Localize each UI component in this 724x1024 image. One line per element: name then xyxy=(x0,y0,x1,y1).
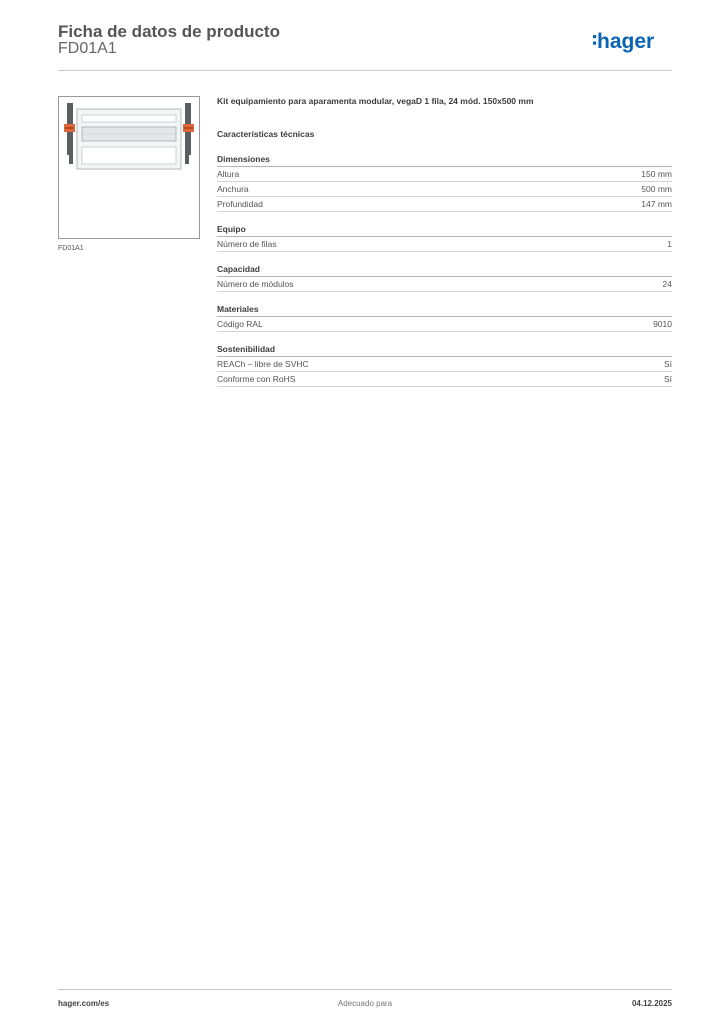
spec-group-title: Materiales xyxy=(217,303,672,317)
svg-text:hager: hager xyxy=(597,30,655,53)
product-image-caption: FD01A1 xyxy=(58,245,84,252)
footer-date: 04.12.2025 xyxy=(631,999,672,1008)
spec-group-title: Equipo xyxy=(217,223,672,237)
spec-row xyxy=(217,357,672,372)
spec-group-title: Dimensiones xyxy=(217,153,672,167)
footer-website-link[interactable]: hager.com/es xyxy=(58,999,110,1008)
spec-label: Profundidad xyxy=(217,199,263,209)
spec-group-capacity xyxy=(217,263,672,292)
spec-value: 9010 xyxy=(653,319,672,329)
product-photo-illustration xyxy=(59,97,199,238)
spec-value: 1 xyxy=(667,239,672,249)
spec-group-title: Capacidad xyxy=(217,263,672,277)
product-details xyxy=(217,96,672,387)
spec-label: Código RAL xyxy=(217,319,263,329)
specs-section-title: Características técnicas xyxy=(217,129,315,139)
spec-group-equipment xyxy=(217,223,672,252)
product-name: Kit equipamiento para aparamenta modular, vegaD 1 fila, 24 mód. 150x500 mm xyxy=(217,96,534,106)
hager-logo xyxy=(592,27,672,57)
spec-value: 24 xyxy=(662,279,672,289)
spec-group-dimensions xyxy=(217,153,672,212)
spec-group-materials xyxy=(217,303,672,332)
spec-row xyxy=(217,277,672,292)
spec-group-title: Sostenibilidad xyxy=(217,343,672,357)
spec-value: Sí xyxy=(663,359,672,369)
spec-label: Altura xyxy=(217,169,240,179)
spec-row xyxy=(217,167,672,182)
product-image xyxy=(58,96,200,239)
page-footer xyxy=(58,989,672,1014)
product-reference: FD01A1 xyxy=(58,40,117,57)
spec-row xyxy=(217,317,672,332)
spec-label: Anchura xyxy=(217,184,249,194)
footer-center-text: Adecuado para xyxy=(337,999,393,1008)
spec-value: 147 mm xyxy=(641,199,672,209)
spec-label: REACh – libre de SVHC xyxy=(217,359,309,369)
spec-group-sustainability xyxy=(217,343,672,387)
spec-row xyxy=(217,372,672,387)
spec-value: Sí xyxy=(663,374,672,384)
spec-row xyxy=(217,182,672,197)
spec-row xyxy=(217,197,672,212)
spec-label: Conforme con RoHS xyxy=(217,374,296,384)
spec-label: Número de filas xyxy=(217,239,277,249)
spec-row xyxy=(217,237,672,252)
document-title: Ficha de datos de producto xyxy=(58,22,280,41)
spec-value: 150 mm xyxy=(641,169,672,179)
page-header xyxy=(58,20,672,71)
spec-value: 500 mm xyxy=(641,184,672,194)
spec-label: Número de módulos xyxy=(217,279,294,289)
